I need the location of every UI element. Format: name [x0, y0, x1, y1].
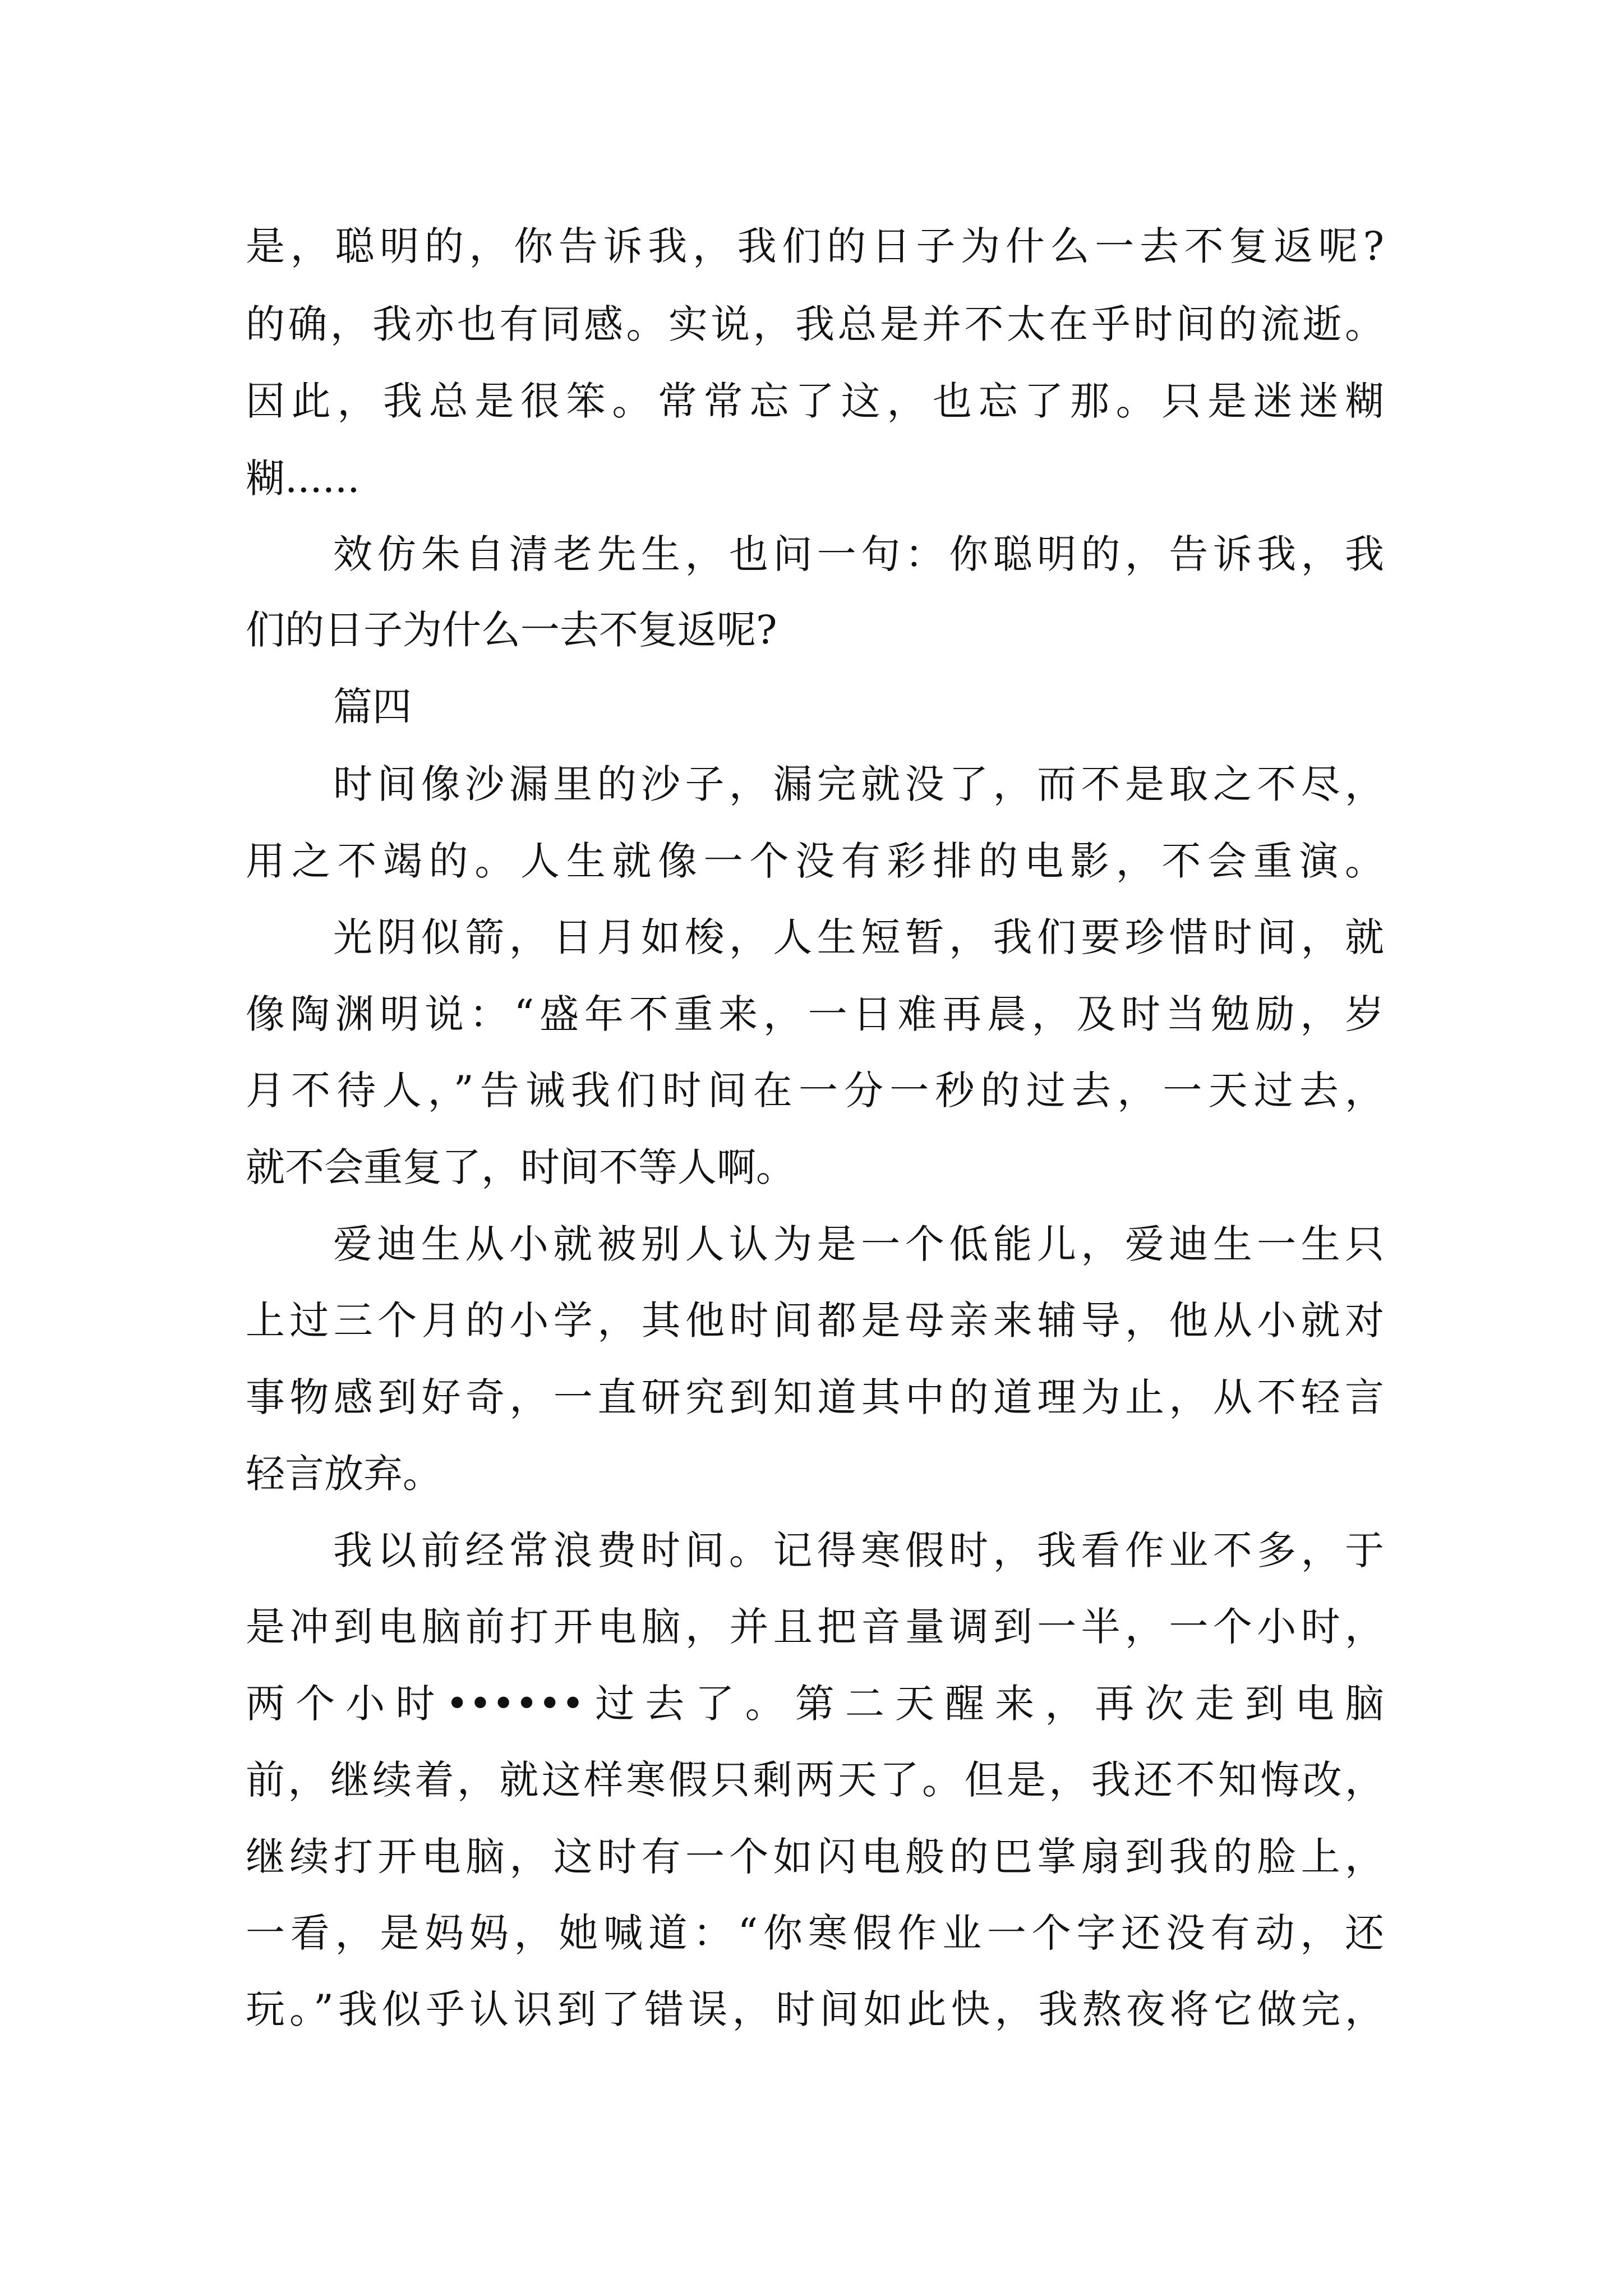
text-line-21: 前，继续着，就这样寒假只剩两天了。但是，我还不知悔改， [246, 1757, 1384, 1803]
paragraph-first-line: 我以前经常浪费时间。记得寒假时，我看作业不多，于 [333, 1527, 1384, 1573]
paragraph-first-line: 光阴似箭，日月如梭，人生短暂，我们要珍惜时间，就 [333, 914, 1384, 960]
text-line-13: 就不会重复了，时间不等人啊。 [246, 1144, 795, 1190]
text-line-4: 糊...... [246, 455, 360, 501]
text-line-17: 轻言放弃。 [246, 1451, 442, 1497]
text-line-6: 们的日子为什么一去不复返呢? [246, 607, 777, 653]
section-heading: 篇四 [333, 684, 412, 730]
text-line-20: 两个小时••••••过去了。第二天醒来，再次走到电脑 [246, 1681, 1384, 1727]
text-line-15: 上过三个月的小学，其他时间都是母亲来辅导，他从小就对 [246, 1297, 1384, 1343]
text-line-23: 一看，是妈妈，她喊道：“你寒假作业一个字还没有动，还 [246, 1910, 1384, 1956]
text-line-19: 是冲到电脑前打开电脑，并且把音量调到一半，一个小时， [246, 1604, 1384, 1650]
text-line-2: 的确，我亦也有同感。实说，我总是并不太在乎时间的流逝。 [246, 301, 1384, 347]
text-line-3: 因此，我总是很笨。常常忘了这，也忘了那。只是迷迷糊 [246, 378, 1384, 424]
paragraph-first-line: 爱迪生从小就被别人认为是一个低能儿，爱迪生一生只 [333, 1221, 1384, 1267]
paragraph-first-line: 时间像沙漏里的沙子，漏完就没了，而不是取之不尽， [333, 761, 1384, 807]
text-line-11: 像陶渊明说：“盛年不重来，一日难再晨，及时当勉励，岁 [246, 991, 1384, 1037]
paragraph-first-line: 效仿朱自清老先生，也问一句：你聪明的，告诉我，我 [333, 531, 1384, 577]
text-line-9: 用之不竭的。人生就像一个没有彩排的电影，不会重演。 [246, 838, 1384, 884]
text-line-24: 玩。”我似乎认识到了错误，时间如此快，我熬夜将它做完， [246, 1986, 1384, 2032]
text-line-16: 事物感到好奇，一直研究到知道其中的道理为止，从不轻言 [246, 1374, 1384, 1420]
text-line-22: 继续打开电脑，这时有一个如闪电般的巴掌扇到我的脸上， [246, 1834, 1384, 1880]
text-line-1: 是，聪明的，你告诉我，我们的日子为什么一去不复返呢? [246, 223, 1384, 269]
text-line-12: 月不待人，”告诫我们时间在一分一秒的过去，一天过去， [246, 1068, 1384, 1114]
